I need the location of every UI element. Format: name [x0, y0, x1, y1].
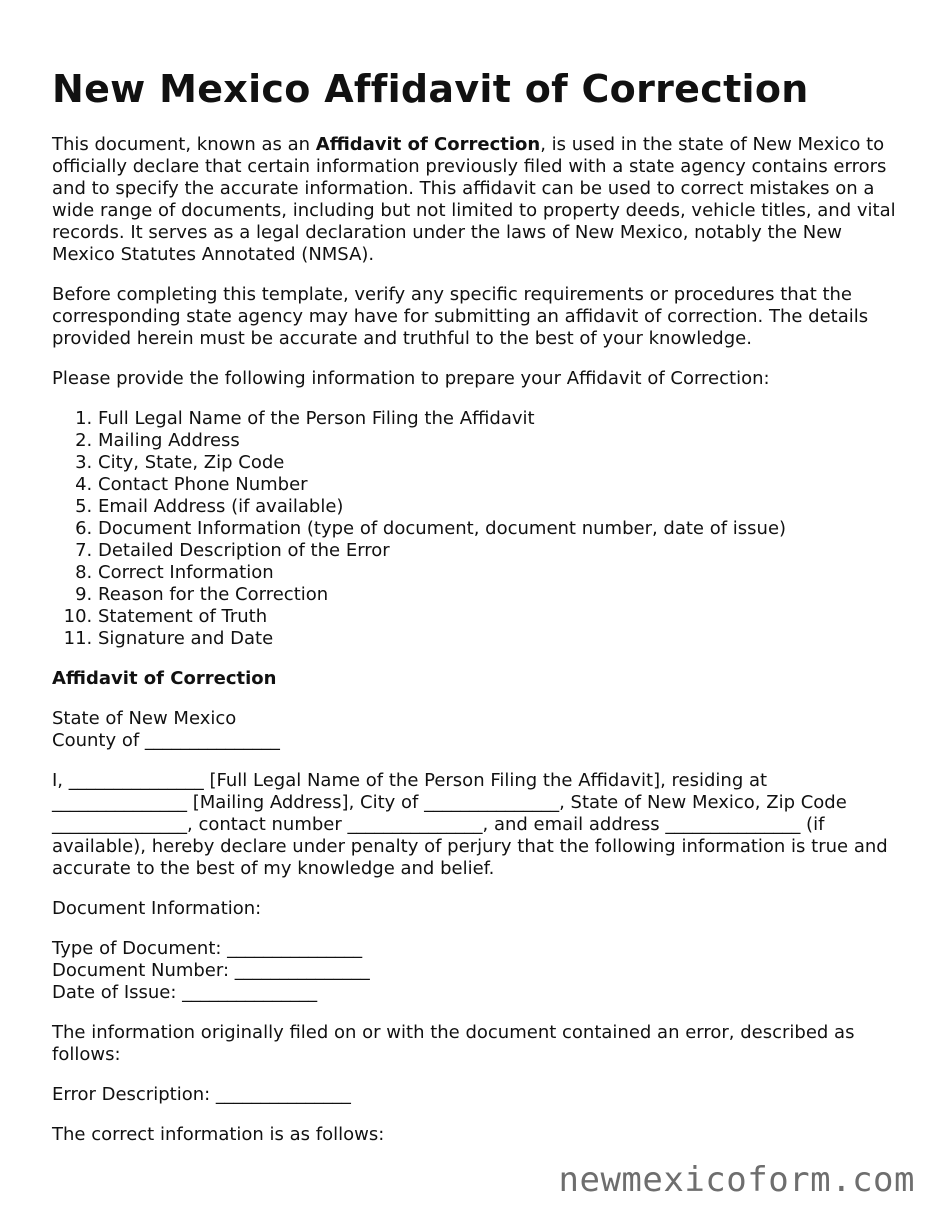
document-title: New Mexico Affidavit of Correction	[52, 67, 809, 111]
list-item: 9. Reason for the Correction	[98, 584, 902, 606]
requirements-paragraph: Before completing this template, verify any specific requirements or procedures that the corresponding state agency may have for submitting an affidavit of correction. The details provided herein must be accurate and truthful to the best of your knowledge.	[52, 284, 869, 349]
document-type-field: Type of Document: _______________	[52, 938, 363, 959]
document-info-label: Document Information:	[52, 898, 262, 919]
list-item: 4. Contact Phone Number	[98, 474, 902, 496]
list-item: 10. Statement of Truth	[98, 606, 902, 628]
intro-text-end: , is used in the state of New Mexico to officially declare that certain information previously filed with a state agency contains errors and to specify the accurate information. This affidavit can be used to correct mistakes on a wide range of documents, including but not limited to property deeds, vehicle titles, and vital records. It serves as a legal declaration under the laws of New Mexico, notably the New Mexico Statutes Annotated (NMSA).	[52, 134, 896, 265]
county-line: County of _______________	[52, 730, 280, 751]
jurisdiction-block	[52, 708, 902, 752]
document-page	[52, 64, 902, 1164]
correct-info-intro: The correct information is as follows:	[52, 1124, 385, 1145]
intro-paragraph	[52, 134, 902, 266]
site-watermark: newmexicoform.com	[558, 1160, 915, 1200]
document-info-fields	[52, 938, 902, 1004]
state-line: State of New Mexico	[52, 708, 237, 729]
document-number-field: Document Number: _______________	[52, 960, 370, 981]
list-item: 2. Mailing Address	[98, 430, 902, 452]
error-intro-paragraph: The information originally filed on or with the document contained an error, described as follows:	[52, 1022, 855, 1065]
declaration-paragraph: I, _______________ [Full Legal Name of the Person Filing the Affidavit], residing at _______________ [Mailing Address], City of _______________, State of New Mexico, Zip Code _______________, contact number _______________, and email address _______________ (if available), hereby declare under penalty of perjury that the following information is true and accurate to the best of my knowledge and belief.	[52, 770, 888, 879]
list-item: 11. Signature and Date	[98, 628, 902, 650]
error-description-field: Error Description: _______________	[52, 1084, 351, 1105]
list-intro: Please provide the following information to prepare your Affidavit of Correction:	[52, 368, 770, 389]
list-item: 1. Full Legal Name of the Person Filing the Affidavit	[98, 408, 902, 430]
list-item: 7. Detailed Description of the Error	[98, 540, 902, 562]
intro-bold-term: Affidavit of Correction	[315, 134, 541, 155]
list-item: 6. Document Information (type of document, document number, date of issue)	[98, 518, 902, 540]
intro-text-start: This document, known as an	[52, 134, 316, 155]
required-info-list	[52, 408, 902, 650]
date-of-issue-field: Date of Issue: _______________	[52, 982, 318, 1003]
list-item: 3. City, State, Zip Code	[98, 452, 902, 474]
list-item: 5. Email Address (if available)	[98, 496, 902, 518]
affidavit-heading: Affidavit of Correction	[52, 668, 277, 689]
list-item: 8. Correct Information	[98, 562, 902, 584]
